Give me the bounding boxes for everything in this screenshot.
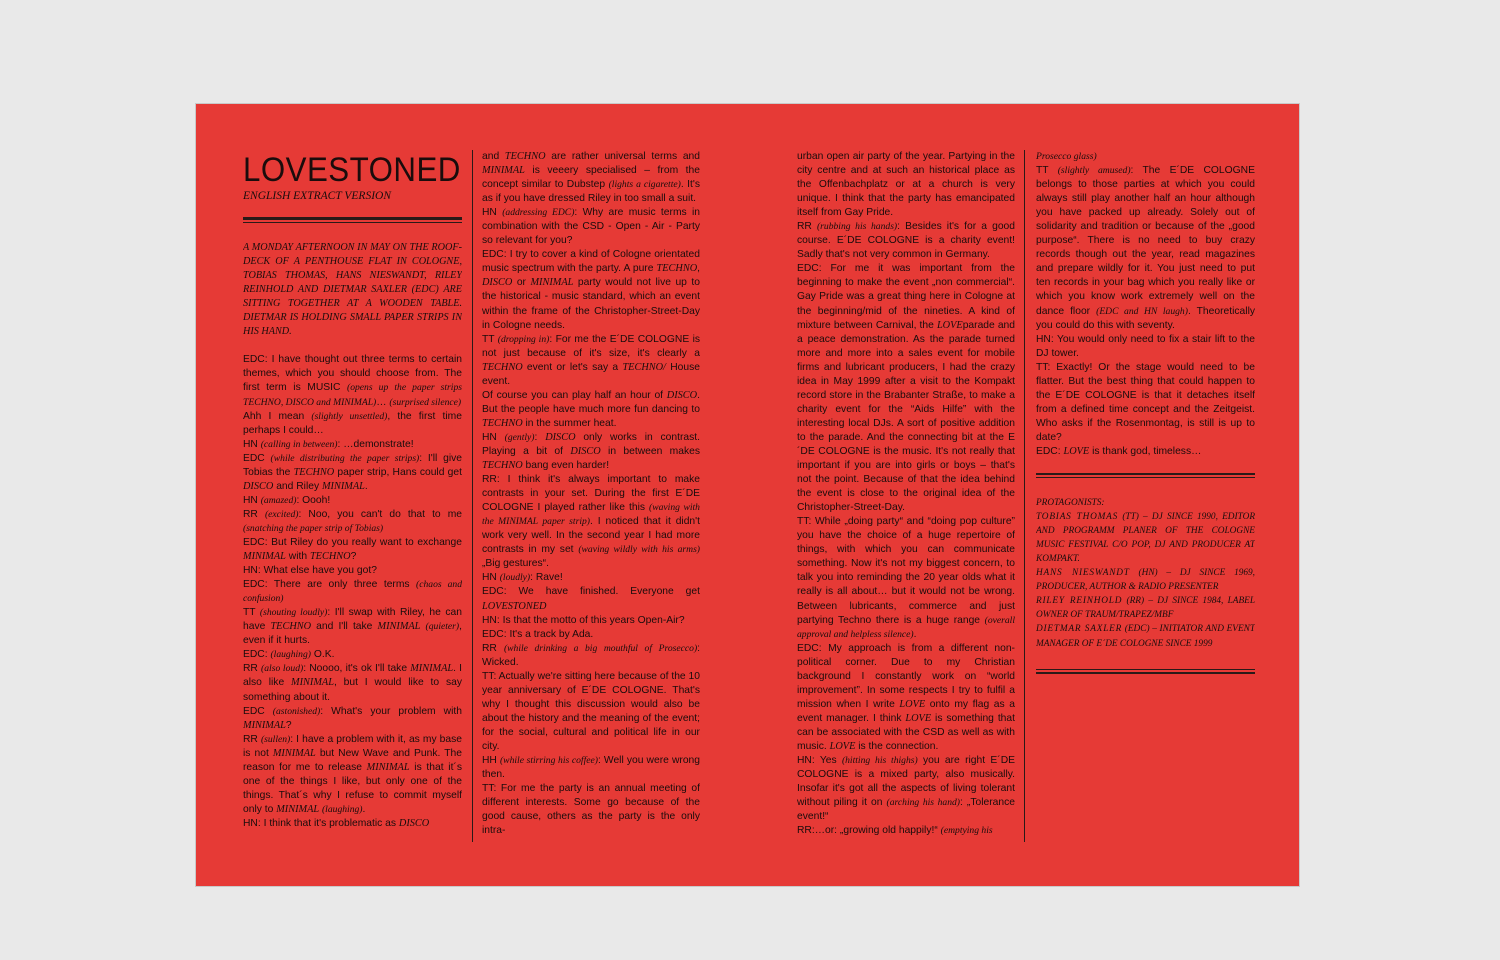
dialogue-text: EDC: I have thought out three terms to certain themes, which you should choose from. The first term is MUSIC: [243, 354, 462, 394]
dialogue-text: HH: [482, 755, 500, 767]
stage-direction: (while drinking a big mouthful of Prosecco): [503, 642, 698, 654]
stage-direction: (gently): [504, 431, 535, 443]
stage-direction: (amazed): [260, 494, 297, 506]
emphasized-term: MINIMAL: [276, 803, 320, 815]
dialogue-paragraph: [243, 705, 462, 733]
dialogue-text: paper strip, Hans could get: [334, 466, 462, 478]
title-rule-thick: [243, 217, 462, 220]
stage-direction: (chaos and confusion): [243, 579, 462, 605]
dialogue-text: ,: [697, 263, 700, 275]
dialogue-paragraph: [243, 648, 462, 662]
dialogue-paragraph: [482, 389, 700, 431]
stage-direction: (arching his hand): [886, 797, 960, 809]
emphasized-term: DISCO: [666, 389, 698, 401]
dialogue-text: . I also like: [243, 663, 462, 689]
stage-direction: (astonished): [272, 705, 321, 717]
dialogue-text: with: [285, 551, 310, 563]
dialogue-text: .: [362, 803, 366, 815]
stage-direction: (sullen): [260, 733, 291, 745]
emphasized-term: MINIMAL: [291, 677, 334, 689]
stage-direction: (loudly): [499, 572, 531, 584]
dialogue-paragraph: [482, 206, 700, 248]
stage-direction: (slightly amused): [1057, 165, 1131, 177]
dialogue-text: : Oooh!: [296, 494, 331, 506]
dialogue-body: [243, 353, 462, 831]
dialogue-text: : Noooo, it's ok I'll take: [303, 663, 411, 675]
dialogue-paragraph: [1036, 361, 1255, 445]
emphasized-term: TECHNO: [656, 263, 698, 275]
dialogue-text: HN: You would only need to fix a stair lift to the DJ tower.: [1036, 333, 1255, 359]
stage-direction: (slightly unsettled): [311, 410, 388, 422]
emphasized-term: TECHNO: [293, 466, 335, 478]
protagonists-box: [1036, 496, 1255, 651]
protagonist-description: (RR) – DJ SINCE 1984, LABEL OWNER OF TRAUM/TRAPEZ/MBF: [1036, 596, 1255, 621]
dialogue-text: : Besides it's for a good course. E´DE COLOGNE is a charity event! Sadly that's not very common in Germany.: [797, 221, 1015, 261]
dialogue-text: RR: [797, 221, 817, 233]
emphasized-term: MINIMAL: [482, 165, 525, 177]
emphasized-term: LOVE: [905, 712, 932, 724]
emphasized-term: MINIMAL: [321, 480, 365, 492]
dialogue-text: EDC: I try to cover a kind of Cologne orientated music spectrum with the party. A pure: [482, 249, 700, 275]
protagonists-rule-bottom: [1036, 669, 1255, 674]
protagonist-entry: [1036, 510, 1255, 566]
emphasized-term: DISCO: [243, 480, 274, 492]
dialogue-text: Ahh I mean: [243, 410, 312, 422]
dialogue-text: : What's your problem with: [320, 705, 462, 717]
dialogue-paragraph: [482, 628, 700, 642]
emphasized-term: LOVE: [936, 319, 963, 331]
dialogue-text: TT: While „doing party“ and “doing pop culture” you have the choice of a huge repertoire of things, with which you can communicate something. Now it's not my biggest concern, to talk you into reminding the 20 year olds what it really is all about… but it would not be wrong. Between lubricants, commerce and just partying Techno there is a huge range: [797, 516, 1015, 626]
stage-direction: (rubbing his hands): [816, 221, 898, 233]
protagonist-name: DIETMAR SAXLER: [1036, 624, 1123, 635]
dialogue-paragraph: [482, 614, 700, 628]
dialogue-paragraph: [482, 150, 700, 206]
dialogue-text: : Rave!: [530, 572, 563, 584]
dialogue-paragraph: [243, 494, 462, 508]
paragraph-gap: [243, 339, 462, 353]
article-subtitle: ENGLISH EXTRACT VERSION: [243, 190, 392, 202]
column-2: [482, 150, 700, 850]
dialogue-text: :: [534, 431, 546, 443]
dialogue-text: parade and a peace demonstration. As the parade turned more and more into a sales event for mobile firms and lubricant producers, I had the crazy idea in May 1999 after a visit to the Kompakt record store in the Brabanter Straße, to make a charity event for the “Aids Hilfe” with the interesting local DJs. A sort of positive addition to the parade. And the connecting bit at the E´DE COLOGNE is the music. It's not really that important if you are into girls or boys – that's not the point. Because of that the idea behind the event is close to the original idea of the Christopher-Street-Day.: [797, 319, 1015, 514]
dialogue-text: Of course you can play half an hour of: [482, 389, 667, 401]
stage-direction: (emptying his: [940, 825, 993, 837]
emphasized-term: MINIMAL: [243, 719, 286, 731]
emphasized-term: LOVESTONED: [482, 600, 547, 612]
dialogue-text: RR: [243, 733, 261, 745]
emphasized-term: TECHNO: [309, 551, 351, 563]
dialogue-text: EDC: We have finished. Everyone get: [482, 586, 700, 598]
dialogue-text: is thank god, timeless…: [1089, 445, 1202, 457]
dialogue-text: .: [913, 628, 917, 640]
dialogue-text: EDC: For me it was important from the beginning to make the event „non commercial“. Gay Pride was a great thing here in Cologne at the beginning/mid of the nineties. A kind of mixture between Carnival, the: [797, 263, 1015, 331]
emphasized-term: LOVE: [829, 740, 856, 752]
dialogue-text: House event.: [482, 361, 700, 387]
dialogue-paragraph: [797, 642, 1015, 754]
dialogue-text: and: [482, 151, 505, 162]
dialogue-text: but New Wave and Punk. The reason for me to release: [243, 747, 462, 773]
emphasized-term: MINIMAL: [366, 761, 410, 773]
dialogue-text: is that it´s one of the things I like, but only one of the things. That´s why I refuse to commit myself only to: [243, 761, 462, 815]
dialogue-text: onto my flag as a event manager. I think: [797, 698, 1015, 724]
dialogue-paragraph: [482, 754, 700, 782]
dialogue-text: : I'll give Tobias the: [243, 452, 462, 478]
dialogue-text: , but I would like to say something about it.: [243, 677, 462, 703]
dialogue-text: , even if it hurts.: [243, 621, 462, 647]
dialogue-text: and Riley: [273, 480, 322, 492]
dialogue-text: : The E´DE COLOGNE belongs to those parties at which you could always still play another half an hour although you have packed up already. Solely out of solidarity and tradition or because of the „good purpose“. There is no need to buy crazy records though out the year, read magazines and prepare wildly for it. You just need to put ten records in your bag which you really like or which you know work extremely well on the dance floor: [1036, 165, 1255, 317]
dialogue-text: you are right E´DE COLOGNE is a mixed party, also musically. Insofar it's got all the aspects of living tolerant without piling it on: [797, 755, 1015, 809]
stage-direction: (dropping in): [497, 333, 550, 345]
dialogue-text: urban open air party of the year. Partying in the city centre and at such an historical place as the Offenbachplatz or at a church is very unique. I think that the party has emancipated itself from Gay Pride.: [797, 151, 1015, 219]
dialogue-text: EDC:: [243, 649, 271, 661]
dialogue-paragraph: [243, 733, 462, 817]
protagonists-rule-top: [1036, 473, 1255, 478]
protagonist-entry: [1036, 594, 1255, 622]
protagonists-list: [1036, 510, 1255, 650]
dialogue-paragraph: [797, 262, 1015, 515]
dialogue-paragraph: [482, 333, 700, 389]
dialogue-text: RR: [243, 508, 265, 520]
dialogue-text: EDC: [243, 452, 271, 464]
dialogue-text: : I have a problem with it, as my base is not: [243, 733, 462, 759]
dialogue-text: : I'll swap with Riley, he can have: [243, 607, 462, 633]
dialogue-text: is something that can be associated with the CSD as well as with music.: [797, 712, 1015, 752]
dialogue-text: TT: Actually we're sitting here because of the 10 year anniversary of E´DE COLOGNE. That's why I thought this discussion would also be about the history and the meaning of the event; for the social, cultural and political life in our city.: [482, 670, 700, 752]
emphasized-term: LOVE: [899, 698, 926, 710]
dialogue-paragraph: [482, 642, 700, 670]
emphasized-term: DISCO: [545, 431, 576, 443]
dialogue-paragraph: [243, 353, 462, 409]
dialogue-paragraph: [243, 438, 462, 452]
stage-direction: (shouting loudly): [259, 607, 328, 619]
column-4: [1036, 150, 1255, 850]
dialogue-text: RR:…or: „growing old happily!“: [797, 825, 941, 837]
dialogue-text: . It's as if you have dressed Riley in too small a suit.: [482, 179, 700, 205]
stage-direction: (surprised silence): [389, 396, 462, 408]
stage-direction: (calling in between): [260, 438, 338, 450]
stage-direction: Prosecco glass): [1036, 151, 1097, 162]
column-divider: [472, 150, 473, 842]
emphasized-term: MINIMAL: [272, 747, 316, 759]
dialogue-paragraph: [243, 536, 462, 564]
dialogue-text: EDC: [243, 705, 273, 717]
dialogue-paragraph: [1036, 333, 1255, 361]
stage-direction: (hitting his thighs): [841, 755, 918, 767]
stage-direction: (while stirring his coffee): [499, 755, 598, 767]
protagonist-name: TOBIAS THOMAS: [1036, 512, 1119, 523]
intro-paragraph: A MONDAY AFTERNOON IN MAY ON THE ROOF-DECK OF A PENTHOUSE FLAT IN COLOGNE, TOBIAS THOMAS, HANS NIESWANDT, RILEY REINHOLD AND DIETMAR SAXLER (EDC) ARE SITTING TOGETHER AT A WOODEN TABLE. DIETMAR IS HOLDING SMALL PAPER STRIPS IN HIS HAND.: [243, 242, 462, 338]
dialogue-text: party would not live up to the historical - music standard, which an event within the frame of the Christopher-Street-Day in Cologne needs.: [482, 277, 700, 331]
dialogue-text: are rather universal terms and: [545, 151, 700, 162]
dialogue-text: …: [376, 396, 390, 408]
dialogue-text: O.K.: [310, 649, 335, 661]
emphasized-term: DISCO: [570, 445, 601, 457]
stage-direction: (while distributing the paper strips): [270, 452, 420, 464]
stage-direction: (waving with the MINIMAL paper strip): [482, 502, 700, 528]
dialogue-text: , the first time perhaps I could…: [243, 410, 462, 436]
dialogue-text: EDC: It's a track by Ada.: [482, 628, 594, 640]
dialogue-text: is the connection.: [855, 740, 939, 752]
dialogue-text: „Big gestures“.: [482, 558, 549, 570]
stage-direction: (snatching the paper strip of Tobias): [243, 522, 384, 534]
dialogue-paragraph: [243, 662, 462, 704]
dialogue-text: EDC: But Riley do you really want to exchange: [243, 536, 462, 548]
stage-direction: (also loud): [261, 663, 304, 675]
dialogue-text: ?: [285, 719, 292, 731]
emphasized-term: MINIMAL: [530, 277, 574, 289]
dialogue-text: in the summer heat.: [522, 417, 617, 429]
dialogue-text: . I noticed that it didn't work very well. In the second year I had more contrasts in my set: [482, 516, 700, 556]
dialogue-paragraph: [243, 452, 462, 494]
dialogue-paragraph: [797, 150, 1015, 220]
dialogue-text: HN: [243, 494, 261, 506]
protagonist-description: (TT) – DJ SINCE 1990, EDITOR AND PROGRAMM PLANER OF THE COLOGNE MUSIC FESTIVAL C/O POP, DJ AND PRODUCER AT KOMPAKT.: [1036, 512, 1255, 565]
dialogue-text: .: [364, 480, 368, 492]
dialogue-paragraph: [797, 824, 1015, 838]
dialogue-text: HN: [482, 207, 503, 219]
dialogue-text: ?: [350, 551, 357, 563]
dialogue-paragraph: [243, 564, 462, 578]
dialogue-text: is veeery specialised – from the concept similar to Dubstep: [482, 165, 700, 191]
dialogue-text: EDC: There are only three terms: [243, 579, 417, 591]
stage-direction: (addressing EDC): [502, 207, 575, 219]
dialogue-text: : For me the E´DE COLOGNE is not just because of it's size, it's clearly a: [482, 333, 700, 359]
dialogue-text: TT: [1036, 165, 1058, 177]
protagonist-description: (HN) – DJ SINCE 1969, PRODUCER, AUTHOR & RADIO PRESENTER: [1036, 568, 1255, 593]
stage-direction: (laughing): [321, 803, 363, 815]
dialogue-text: TT: [482, 333, 498, 345]
dialogue-paragraph: [482, 571, 700, 585]
dialogue-text: : Noo, you can't do that to me: [298, 508, 462, 520]
dialogue-text: . But the people have much more fun dancing to: [482, 389, 700, 415]
dialogue-text: . Theoretically you could do this with seventy.: [1036, 305, 1255, 331]
dialogue-text: : …demonstrate!: [337, 438, 414, 450]
stage-direction: (overall approval and helpless silence): [797, 614, 1015, 640]
protagonist-description: (EDC) – INITIATOR AND EVENT MANAGER OF E´DE COLOGNE SINCE 1999: [1036, 624, 1255, 649]
dialogue-paragraph: [243, 817, 462, 831]
dialogue-text: EDC: My approach is from a different non-political corner. Due to my Christian background I constantly work on “world improvement”. In some respects I try to fulfil a mission when I write: [797, 642, 1015, 710]
dialogue-paragraph: [482, 473, 700, 571]
dialogue-paragraph: [1036, 164, 1255, 333]
dialogue-paragraph: [797, 220, 1015, 262]
emphasized-term: TECHNO/: [622, 361, 666, 373]
dialogue-paragraph: [243, 410, 462, 438]
dialogue-text: HN: [482, 572, 500, 584]
stage-direction: (EDC and HN laugh): [1096, 305, 1188, 317]
magazine-spread: [195, 103, 1300, 887]
protagonist-entry: [1036, 622, 1255, 650]
column-3: [797, 150, 1015, 850]
dialogue-text: HN: Is that the motto of this years Open-Air?: [482, 614, 685, 626]
dialogue-text: : Wicked.: [482, 642, 700, 668]
article-title: LOVESTONED: [243, 151, 461, 189]
stage-direction: (excited): [264, 508, 299, 520]
dialogue-paragraph: [243, 606, 462, 648]
dialogue-text: bang even harder!: [522, 460, 610, 472]
dialogue-text: HN: [243, 438, 261, 450]
title-rule-thin: [243, 222, 462, 223]
emphasized-term: DISCO: [482, 277, 513, 289]
dialogue-paragraph: [243, 578, 462, 606]
protagonist-name: HANS NIESWANDT: [1036, 568, 1130, 579]
dialogue-text: HN: I think that it's problematic as: [243, 817, 399, 829]
dialogue-text: RR: [243, 663, 262, 675]
dialogue-paragraph: [797, 754, 1015, 824]
dialogue-text: HN: [482, 431, 505, 443]
dialogue-paragraph: [797, 515, 1015, 641]
dialogue-text: : Why are music terms in combination with the CSD - Open - Air - Party so relevant for you?: [482, 207, 700, 247]
emphasized-term: TECHNO: [270, 621, 312, 633]
dialogue-paragraph: [1036, 150, 1255, 164]
dialogue-text: TT: For me the party is an annual meeting of different interests. Some go because of the good cause, others as the party is the only intra-: [482, 783, 700, 837]
emphasized-term: TECHNO: [482, 460, 523, 472]
dialogue-paragraph: [482, 585, 700, 613]
dialogue-paragraph: [482, 248, 700, 332]
dialogue-text: TT: [243, 607, 260, 619]
dialogue-text: TT: Exactly! Or the stage would need to be flatter. But the best thing that could happen to the E´DE COLOGNE is that it detaches itself from a defined time concept and the Zeitgeist. Who asks if the Rosenmontag, is still is up to date?: [1036, 361, 1255, 443]
protagonist-name: RILEY REINHOLD: [1036, 596, 1123, 607]
dialogue-text: or: [512, 277, 531, 289]
dialogue-paragraph: [243, 508, 462, 536]
protagonist-entry: [1036, 566, 1255, 594]
dialogue-paragraph: [1036, 445, 1255, 459]
emphasized-term: MINIMAL: [243, 551, 286, 563]
emphasized-term: TECHNO: [482, 417, 523, 429]
emphasized-term: TECHNO: [504, 151, 546, 162]
dialogue-text: : Well you were wrong then.: [482, 755, 700, 781]
dialogue-text: EDC:: [1036, 445, 1064, 457]
emphasized-term: LOVE: [1063, 445, 1090, 457]
protagonists-heading: PROTAGONISTS:: [1036, 498, 1105, 509]
dialogue-paragraph: [482, 782, 700, 838]
stage-direction: (lights a cigarette): [608, 179, 681, 191]
dialogue-text: event or let's say a: [522, 361, 623, 373]
dialogue-body: [1036, 150, 1255, 459]
stage-direction: (laughing): [270, 649, 311, 661]
column-1: [243, 150, 462, 850]
dialogue-text: HN: What else have you got?: [243, 565, 377, 577]
dialogue-text: RR: I think it's always important to make contrasts in your set. During the first E´DE COLOGNE I played rather like this: [482, 474, 700, 514]
dialogue-paragraph: [482, 431, 700, 473]
dialogue-paragraph: [482, 670, 700, 754]
emphasized-term: TECHNO: [482, 361, 523, 373]
stage-direction: (waving wildly with his arms): [578, 544, 700, 556]
dialogue-text: HN: Yes: [797, 755, 842, 767]
emphasized-term: MINIMAL: [377, 621, 421, 633]
dialogue-text: only works in contrast. Playing a bit of: [482, 431, 700, 457]
emphasized-term: DISCO: [398, 817, 430, 829]
dialogue-text: : „Tolerance event!“: [797, 797, 1015, 823]
stage-direction: (quieter): [425, 621, 460, 633]
dialogue-text: in between makes: [600, 445, 700, 457]
column-divider: [1024, 150, 1025, 842]
dialogue-text: RR: [482, 642, 504, 654]
stage-direction: (opens up the paper strips TECHNO, DISCO and MINIMAL): [243, 382, 462, 408]
emphasized-term: MINIMAL: [410, 663, 454, 675]
dialogue-text: and I'll take: [311, 621, 378, 633]
